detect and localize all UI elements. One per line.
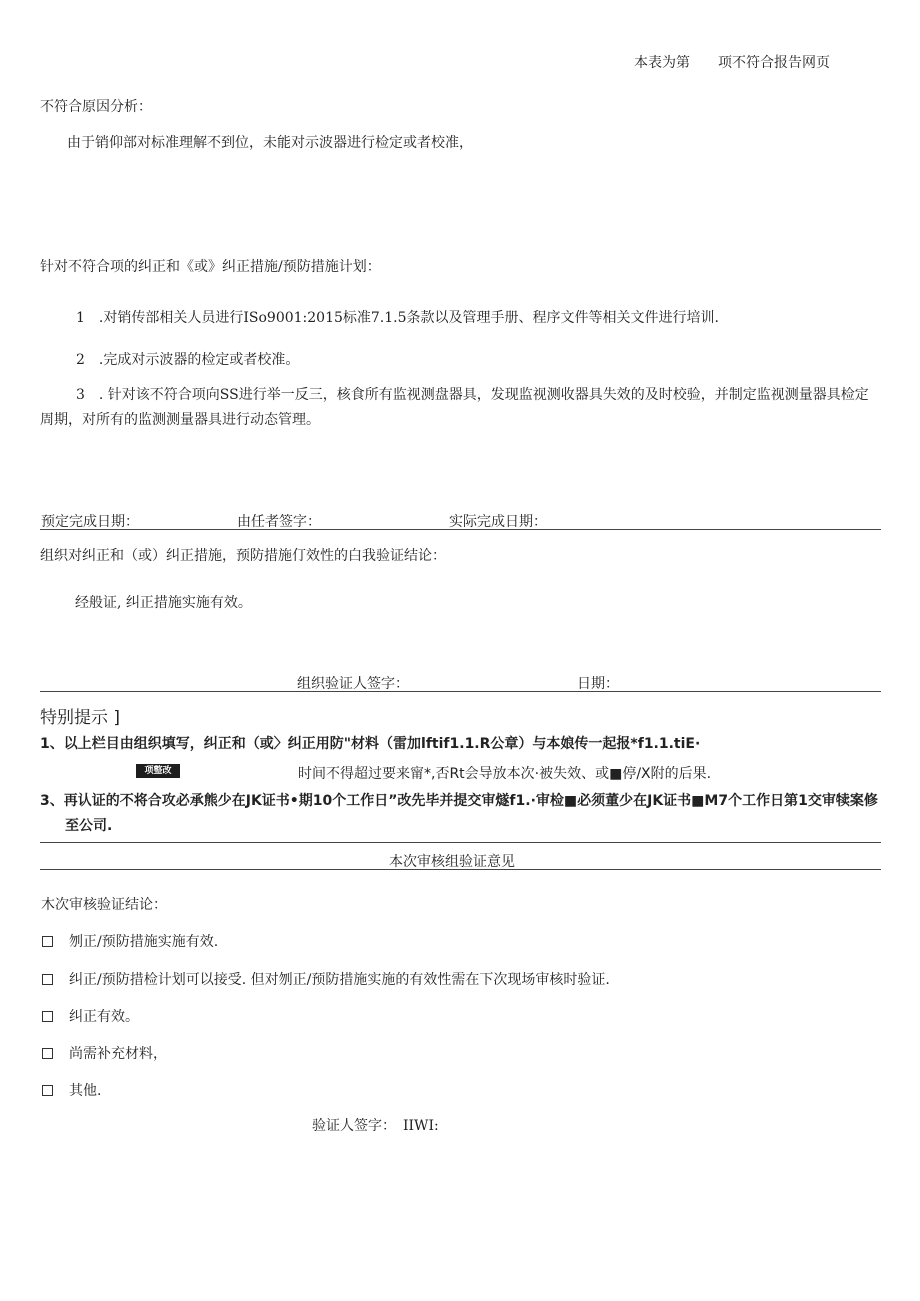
option-other[interactable] — [42, 1080, 101, 1100]
audit-conclusion-label: 木次审核验证结论： — [41, 897, 167, 913]
option-label: 纠正有效。 — [69, 1009, 139, 1025]
divider — [40, 869, 881, 870]
audit-section-title: 本次审核组验证意见 — [389, 854, 515, 870]
checkbox[interactable] — [42, 1085, 53, 1096]
cause-analysis-text: 由于销仰部对标准理解不到位，未能对示波器进行检定或者校准， — [67, 135, 473, 151]
option-correction-effective[interactable] — [42, 1006, 139, 1026]
self-verification-label: 组织对纠正和（或）纠正措施，预防措施仃效性的白我验证结论： — [40, 548, 446, 564]
checkbox[interactable] — [42, 974, 53, 985]
option-plan-accepted[interactable] — [42, 969, 610, 989]
planned-completion-date: 预定完成日期： — [41, 514, 139, 530]
audit-verifier-signature: 验证人签字： IIWI: — [312, 1118, 439, 1134]
option-label: 纠正/预防措检计划可以接受. 但对刎正/预防措施实施的有效性需在下次现场审核时验证. — [69, 972, 610, 988]
self-verification-text: 经般证, 纠正措施实施有效。 — [75, 595, 252, 611]
actual-completion-date: 实际完成日期： — [449, 514, 547, 530]
checkbox[interactable] — [42, 1011, 53, 1022]
rectification-stamp: 项整改 — [136, 764, 180, 778]
corrective-plan-item-3: 3 . 针对该不符合项向SS进行举一反三，核食所有监视测盘器具，发现监视测收器具失效的及时校验，并制定监视测量器具检定周期，对所有的监测测量器具进行动态管理。 — [40, 387, 869, 428]
checkbox[interactable] — [42, 1048, 53, 1059]
divider — [40, 691, 881, 692]
checkbox[interactable] — [42, 936, 53, 947]
special-notice-title: 特别提示 ] — [40, 708, 121, 728]
special-notice-item-1-cont: 时间不得超过要来甯*,否Rt会导放本次·被失效、或■停/X附的后果. — [298, 766, 712, 782]
divider — [40, 529, 881, 530]
corrective-plan-item-2: 2 .完成对示波器的检定或者校准。 — [76, 352, 300, 368]
option-effective[interactable] — [42, 931, 218, 951]
special-notice-item-3: 3、再认证的不将合攻必承熊少在JK证书•期10个工作日”改先毕并提交审燧f1.·审检■必须董少在JK证书■M7个工作日第1交审犊案修至公司. — [40, 793, 878, 834]
corrective-plan-label: 针对不符合项的纠正和《或》纠正措施/预防措施计划： — [40, 259, 381, 275]
option-label: 其他. — [69, 1083, 102, 1099]
responsible-signature: 由任者签字： — [237, 514, 321, 530]
cause-analysis-label: 不符合原因分析： — [40, 99, 152, 115]
option-need-more-material[interactable] — [42, 1043, 167, 1063]
verification-date: 日期： — [577, 676, 619, 692]
corrective-plan-item-1: 1 .对销传部相关人员进行ISo9001:2015标准7.1.5条款以及管理手册、程序文件等相关文件进行培训. — [76, 310, 719, 326]
option-label: 尚需补充材料， — [69, 1046, 167, 1062]
org-verifier-signature: 组织验证人签字： — [297, 676, 409, 692]
divider — [40, 842, 881, 843]
page-note: 本表为第 项不符合报告网页 — [634, 55, 830, 71]
special-notice-item-1: 1、以上栏目由组织填写，纠正和（或〉纠正用防"材料（雷加lftif1.1.R公章）与本娘传一起报*f1.1.tiE· — [40, 736, 701, 752]
option-label: 刎正/预防措施实施有效. — [69, 934, 219, 950]
